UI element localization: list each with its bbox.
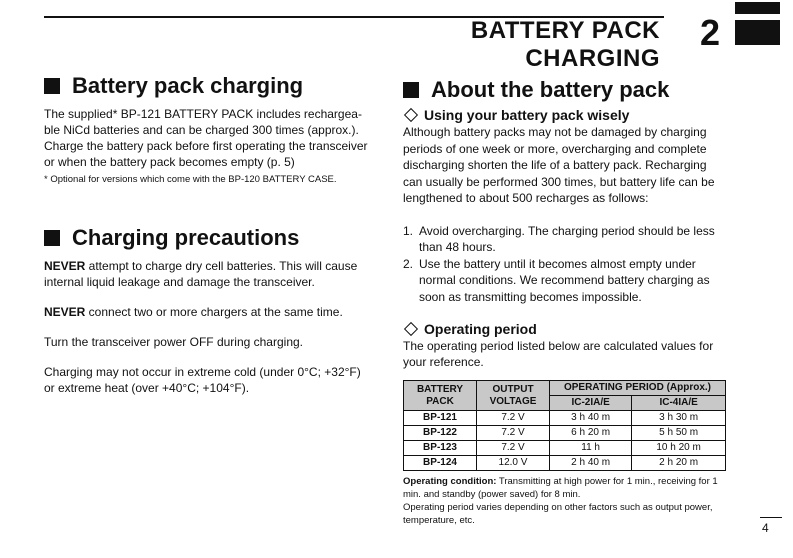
left-column [44,72,374,396]
right-column [403,76,728,527]
list-item: 1. Avoid overcharging. The charging period should be less than 48 hours. [403,223,715,254]
column-header-battery-pack: BATTERY PACK [404,381,477,411]
column-header-operating-period: OPERATING PERIOD (Approx.) [550,381,726,396]
table-row [404,456,726,471]
square-bullet-icon [44,78,60,94]
charging-line-3: Charge the battery pack before first operating the transceiver [44,139,368,153]
charging-precautions-section [44,224,374,396]
operating-period-intro: The operating period listed below are calculated values for your reference. [403,339,714,369]
charging-line-2: ble NiCd batteries and can be charged 300 times (approx.). [44,123,359,137]
battery-pack-charging-section [44,72,374,186]
list-item: 2. Use the battery until it becomes almost empty under normal conditions. We recommend battery charging as soon as transmitting becomes impossible. [403,256,710,304]
diamond-bullet-icon [404,322,418,336]
cell-pack: BP-124 [404,456,477,471]
operating-period-section [403,320,728,527]
subsection-title-using-wisely: Using your battery pack wisely [403,106,728,124]
charging-line-4: or when the battery pack becomes empty (p. 5) [44,155,295,169]
cell-ic-4ia: 3 h 30 m [632,411,726,426]
square-bullet-icon [403,82,419,98]
charging-footnote: * Optional for versions which come with the BP-120 BATTERY CASE. [44,174,337,185]
table-row [404,411,726,426]
page-number: 4 [762,521,769,535]
operating-period-variation-note: Operating period varies depending on other factors such as output power, temperature, etc. [403,502,713,526]
chapter-number: 2 [700,12,721,53]
subsection-title-operating-period: Operating period [403,320,728,338]
section-title-charging-precautions: Charging precautions [44,224,374,252]
cell-ic-4ia: 2 h 20 m [632,456,726,471]
operating-period-table [403,380,726,471]
column-header-output-voltage: OUTPUT VOLTAGE [477,381,550,411]
table-row [404,426,726,441]
cell-voltage: 12.0 V [477,456,550,471]
cell-ic-4ia: 5 h 50 m [632,426,726,441]
cell-ic-2ia: 11 h [550,441,632,456]
page-header-title: BATTERY PACK CHARGING [470,17,660,72]
page-number-rule [760,517,782,518]
column-header-ic-4ia: IC-4IA/E [632,396,726,411]
cell-ic-4ia: 10 h 20 m [632,441,726,456]
diamond-bullet-icon [404,108,418,122]
cell-pack: BP-121 [404,411,477,426]
square-bullet-icon [44,230,60,246]
precaution-temperature: Charging may not occur in extreme cold (under 0°C; +32°F) or extreme heat (over +40°C; +104°F). [44,365,361,395]
chapter-tab-bar [735,2,780,14]
cell-voltage: 7.2 V [477,426,550,441]
operating-condition-note: Operating condition: Transmitting at high power for 1 min., receiving for 1 min. and standby (power saved) for 8 min. [403,476,718,500]
cell-ic-2ia: 2 h 40 m [550,456,632,471]
charging-text [44,106,374,170]
cell-pack: BP-122 [404,426,477,441]
cell-ic-2ia: 6 h 20 m [550,426,632,441]
precaution-dry-cell: NEVER attempt to charge dry cell batteries. This will cause internal liquid leakage and damage the transceiver. [44,259,358,289]
cell-ic-2ia: 3 h 40 m [550,411,632,426]
section-title-about-battery-pack: About the battery pack [403,76,728,104]
section-title-battery-pack-charging: Battery pack charging [44,72,374,100]
precaution-power-off: Turn the transceiver power OFF during charging. [44,335,304,349]
cell-voltage: 7.2 V [477,411,550,426]
precaution-multiple-chargers: NEVER connect two or more chargers at the same time. [44,305,343,319]
column-header-ic-2ia: IC-2IA/E [550,396,632,411]
charging-line-1: The supplied* BP-121 BATTERY PACK includes rechargea- [44,107,362,121]
cell-voltage: 7.2 V [477,441,550,456]
chapter-tab-block [735,20,780,45]
cell-pack: BP-123 [404,441,477,456]
using-wisely-text: Although battery packs may not be damaged by charging periods of one week or more, overcharging and complete discharging shorten the life of a battery pack. Recharging can usually be performed 300 times, but battery life can be lengthened to about 500 recharges as follows: [403,125,715,205]
recharge-tips-list [403,223,728,306]
about-battery-pack-section [403,76,728,305]
table-row [404,441,726,456]
